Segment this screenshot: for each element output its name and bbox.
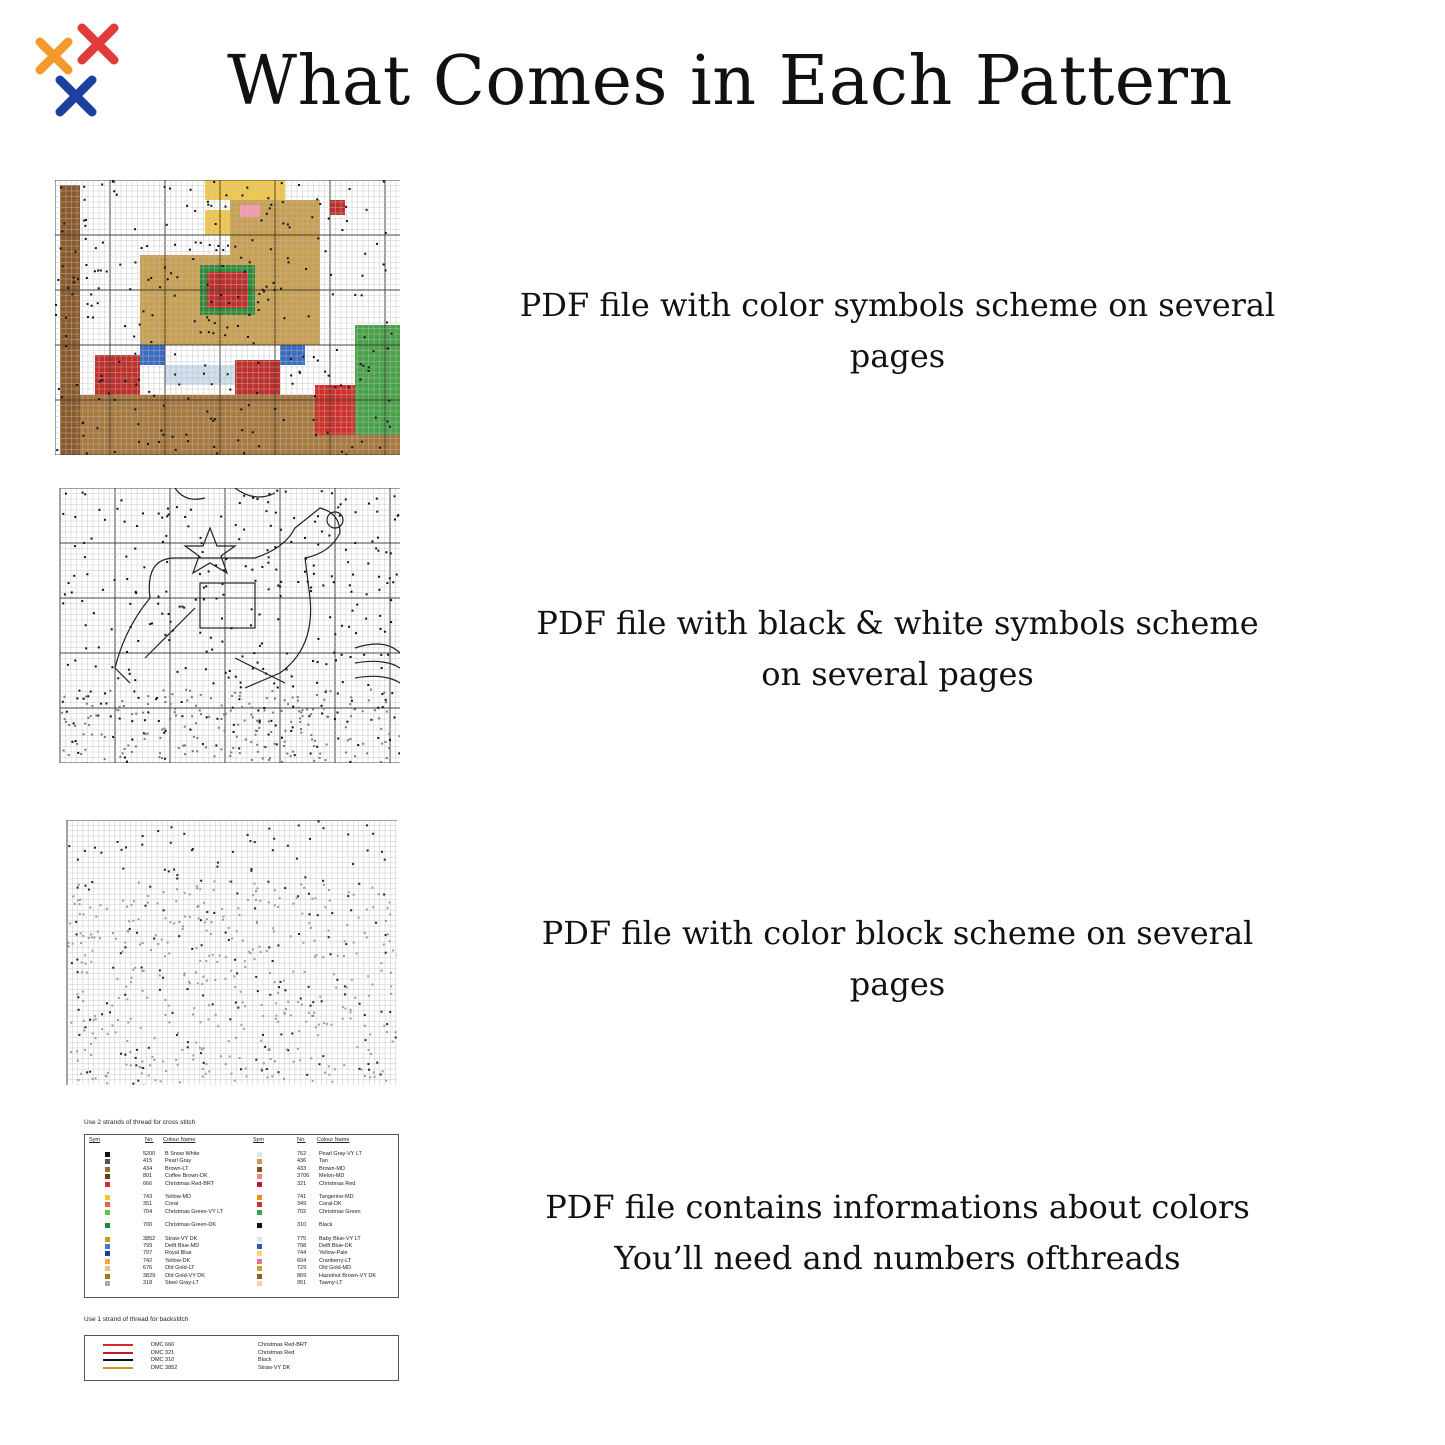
thread-number: 743 <box>143 1194 153 1200</box>
page-title: What Comes in Each Pattern <box>227 42 1233 121</box>
color-block-chart-preview <box>62 820 397 1085</box>
thread-swatch <box>257 1167 262 1172</box>
backstitch-line <box>103 1344 133 1346</box>
thread-number: 742 <box>143 1257 153 1264</box>
thread-swatch <box>257 1237 262 1242</box>
thread-swatch <box>105 1182 110 1187</box>
thread-number: 869 <box>297 1272 307 1279</box>
thread-swatch <box>257 1259 262 1264</box>
thread-swatch <box>105 1210 110 1215</box>
thread-swatch <box>105 1202 110 1207</box>
thread-number: 310 <box>297 1222 307 1229</box>
backstitch-code: DMC 310 <box>151 1357 175 1363</box>
thread-name: Coral <box>165 1201 179 1208</box>
thread-name: Pearl Gray <box>165 1158 192 1165</box>
thread-number: 436 <box>297 1158 307 1165</box>
backstitch-table <box>84 1335 399 1381</box>
item-description-1 <box>470 280 1325 382</box>
thread-name: Christmas Red <box>319 1180 356 1187</box>
cross-stitch-table <box>84 1134 399 1298</box>
thread-number: 604 <box>297 1257 307 1264</box>
thread-swatch <box>257 1202 262 1207</box>
legend-header: Sym <box>89 1137 100 1143</box>
item-line: PDF file contains informations about colors <box>545 1188 1250 1226</box>
thread-swatch <box>257 1182 262 1187</box>
thread-number: 801 <box>143 1173 153 1180</box>
thread-name: Christmas Green-VY LT <box>165 1208 224 1215</box>
thread-swatch <box>105 1174 110 1179</box>
thread-swatch <box>257 1251 262 1256</box>
thread-number: 700 <box>143 1222 153 1229</box>
thread-swatch <box>257 1210 262 1215</box>
thread-swatch <box>105 1152 110 1157</box>
thread-swatch <box>105 1223 110 1228</box>
thread-name: Pearl Gray-VY LT <box>319 1151 362 1157</box>
brand-logo <box>30 20 130 130</box>
thread-number: 704 <box>143 1208 153 1215</box>
thread-name: Christmas Red-BRT <box>165 1180 215 1187</box>
thread-number: 799 <box>143 1243 153 1249</box>
thread-name: Old Gold-LT <box>165 1265 195 1272</box>
item-line: pages <box>849 965 946 1003</box>
thread-name: Yellow-MD <box>165 1194 192 1200</box>
thread-name: Coffee Brown-DK <box>165 1173 208 1180</box>
backstitch-name: Christmas Red <box>258 1349 295 1356</box>
thread-number: 349 <box>297 1201 307 1208</box>
legend-header: Sym <box>253 1137 264 1143</box>
bw-symbols-chart-preview <box>55 488 400 763</box>
thread-swatch <box>105 1244 110 1249</box>
cross-stitch-note: Use 2 strands of thread for cross stitch <box>84 1119 196 1126</box>
thread-name: Black <box>319 1222 333 1229</box>
thread-number: 433 <box>297 1165 307 1172</box>
thread-swatch <box>257 1281 262 1286</box>
thread-name: Christmas Green <box>319 1208 361 1215</box>
backstitch-code: DMC 3852 <box>151 1364 178 1371</box>
item-line: PDF file with color symbols scheme on several pages <box>519 286 1276 375</box>
thread-swatch <box>257 1244 262 1249</box>
thread-name: B Snow White <box>165 1151 200 1157</box>
thread-swatch <box>257 1152 262 1157</box>
thread-name: Delft Blue-MD <box>165 1243 200 1249</box>
thread-name: Steel Gray-LT <box>165 1280 199 1286</box>
thread-name: Tan <box>319 1158 328 1165</box>
thread-swatch <box>105 1274 110 1279</box>
backstitch-line <box>103 1359 133 1361</box>
thread-name: Royal Blue <box>165 1250 192 1257</box>
thread-number: 775 <box>297 1235 307 1242</box>
thread-name: Old Gold-VY DK <box>165 1272 205 1279</box>
thread-number: 434 <box>143 1165 153 1172</box>
thread-number: 744 <box>297 1250 307 1257</box>
backstitch-line <box>103 1352 133 1354</box>
thread-number: 676 <box>143 1265 153 1272</box>
thread-swatch <box>105 1237 110 1242</box>
thread-number: 702 <box>297 1208 307 1215</box>
thread-number: 741 <box>297 1194 307 1200</box>
thread-swatch <box>105 1266 110 1271</box>
thread-name: Yellow-Pale <box>319 1250 348 1257</box>
thread-swatch <box>257 1223 262 1228</box>
legend-header: Colour Name <box>163 1137 196 1143</box>
backstitch-code: DMC 321 <box>151 1349 175 1356</box>
thread-swatch <box>105 1251 110 1256</box>
thread-name: Brown-MD <box>319 1165 345 1172</box>
thread-swatch <box>105 1159 110 1164</box>
thread-name: Christmas Green-DK <box>165 1222 217 1229</box>
item-line: PDF file with color block scheme on several <box>541 914 1254 952</box>
thread-swatch <box>105 1281 110 1286</box>
legend-header: No. <box>297 1137 306 1143</box>
backstitch-note: Use 1 strand of thread for backstitch <box>84 1316 189 1323</box>
thread-swatch <box>257 1266 262 1271</box>
cross-stitch-logo-icon <box>30 20 130 130</box>
backstitch-name: Black <box>258 1357 272 1363</box>
backstitch-line <box>103 1367 133 1369</box>
item-description-3 <box>470 908 1325 1010</box>
thread-swatch <box>257 1274 262 1279</box>
thread-name: Hazelnut Brown-VY DK <box>319 1272 377 1279</box>
item-line: You’ll need and numbers ofthreads <box>614 1239 1181 1277</box>
thread-number: 351 <box>143 1201 153 1208</box>
thread-name: Cranberry-LT <box>319 1257 352 1264</box>
color-symbols-chart-preview <box>55 180 400 455</box>
thread-number: 5200 <box>143 1151 156 1157</box>
thread-swatch <box>105 1167 110 1172</box>
thread-number: 318 <box>143 1280 153 1286</box>
thread-swatch <box>257 1159 262 1164</box>
thread-name: Straw-VY DK <box>165 1235 198 1242</box>
thread-number: 415 <box>143 1158 153 1165</box>
thread-name: Old Gold-MD <box>319 1265 352 1272</box>
thread-number: 3852 <box>143 1235 156 1242</box>
thread-swatch <box>105 1195 110 1200</box>
thread-swatch <box>257 1195 262 1200</box>
item-line: PDF file with black & white symbols scheme <box>536 604 1259 642</box>
item-line: on several pages <box>761 655 1034 693</box>
item-description-2 <box>470 598 1325 700</box>
backstitch-name: Straw-VY DK <box>258 1364 291 1371</box>
legend-header: No. <box>145 1137 154 1143</box>
thread-name: Melon-MD <box>319 1173 345 1180</box>
backstitch-name: Christmas Red-BRT <box>258 1342 308 1348</box>
backstitch-code: DMC 666 <box>151 1342 175 1348</box>
thread-name: Coral-DK <box>319 1201 342 1208</box>
thread-number: 798 <box>297 1243 307 1249</box>
thread-swatch <box>105 1259 110 1264</box>
thread-number: 797 <box>143 1250 153 1257</box>
thread-number: 321 <box>297 1180 307 1187</box>
legend-header: Colour Name <box>317 1137 350 1143</box>
item-description-4 <box>470 1182 1325 1284</box>
thread-name: Yellow-DK <box>165 1257 191 1264</box>
thread-number: 729 <box>297 1265 307 1272</box>
thread-name: Tawny-LT <box>319 1280 343 1286</box>
thread-number: 951 <box>297 1280 307 1286</box>
thread-name: Baby Blue-VY LT <box>319 1235 361 1242</box>
thread-number: 3706 <box>297 1173 310 1180</box>
thread-legend-preview <box>84 1117 399 1382</box>
thread-name: Tangerine-MD <box>319 1194 354 1200</box>
thread-swatch <box>257 1174 262 1179</box>
thread-number: 666 <box>143 1180 153 1187</box>
thread-name: Brown-LT <box>165 1165 189 1172</box>
thread-number: 3829 <box>143 1272 156 1279</box>
thread-name: Delft Blue-DK <box>319 1243 353 1249</box>
thread-number: 762 <box>297 1151 307 1157</box>
